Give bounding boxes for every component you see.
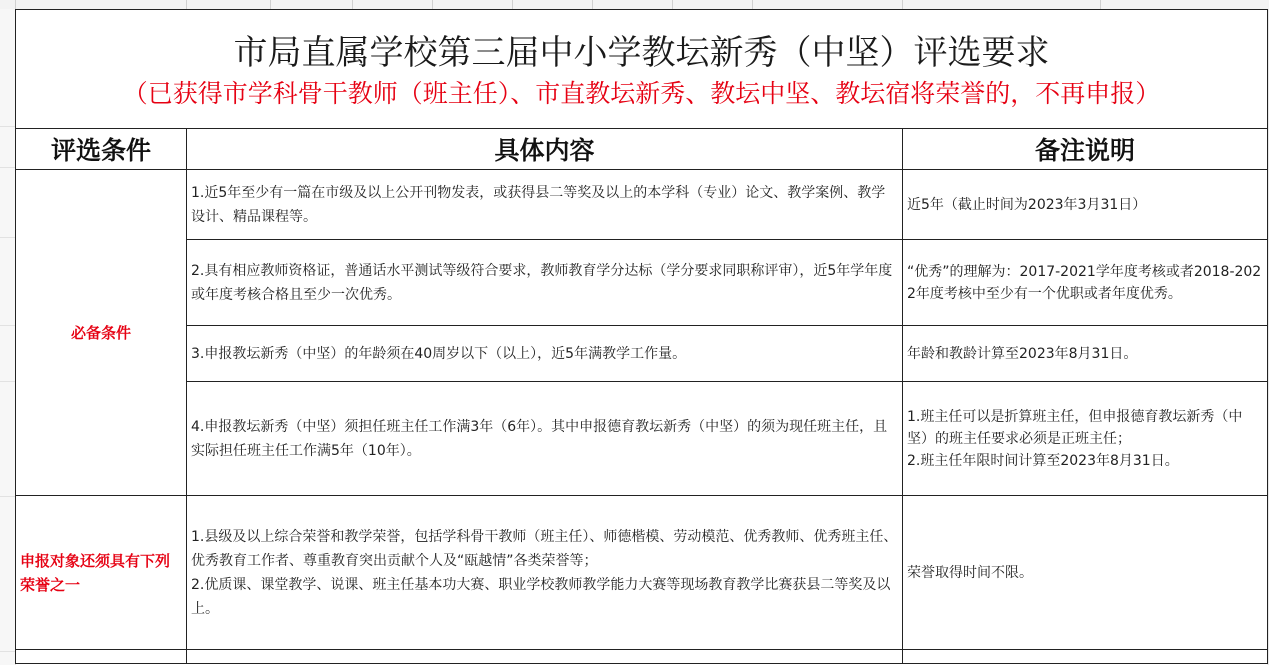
row-divider <box>0 381 15 382</box>
honor-content-line-1: 1.县级及以上综合荣誉和教学荣誉，包括学科骨干教师（班主任）、师德楷模、劳动模范、优秀教师、优秀班主任、优秀教育工作者、尊重教育突出贡献个人及“瓯越情”各类荣誉等； <box>191 528 898 569</box>
header-content[interactable]: 具体内容 <box>187 129 903 170</box>
row-divider <box>0 325 15 326</box>
header-condition[interactable]: 评选条件 <box>16 129 187 170</box>
required-content-2[interactable]: 2.具有相应教师资格证，普通话水平测试等级符合要求，教师教育学分达标（学分要求同职称评审），近5年学年度或年度考核合格且至少一次优秀。 <box>187 240 903 326</box>
header-note[interactable]: 备注说明 <box>903 129 1268 170</box>
required-note-4-line-1: 1.班主任可以是折算班主任，但申报德育教坛新秀（中坚）的班主任要求必须是正班主任； <box>907 408 1243 447</box>
required-note-2[interactable]: “优秀”的理解为：2017-2021学年度考核或者2018-2022年度考核中至少有一个优职或者年度优秀。 <box>903 240 1268 326</box>
required-condition-label[interactable]: 必备条件 <box>16 170 187 496</box>
column-divider <box>186 0 187 9</box>
honor-content[interactable] <box>187 496 903 650</box>
row-header-strip <box>0 9 16 665</box>
row-divider <box>0 651 15 652</box>
column-divider <box>752 0 753 9</box>
honor-note[interactable]: 荣誉取得时间不限。 <box>903 496 1268 650</box>
column-divider <box>15 0 16 9</box>
row-divider <box>0 496 15 497</box>
required-note-4[interactable] <box>903 382 1268 496</box>
required-content-4[interactable]: 4.申报教坛新秀（中坚）须担任班主任工作满3年（6年）。其中申报德育教坛新秀（中坚）的须为现任班主任，且实际担任班主任工作满5年（10年）。 <box>187 382 903 496</box>
empty-cell[interactable] <box>903 650 1268 664</box>
empty-cell[interactable] <box>187 650 903 664</box>
honor-condition-label[interactable]: 申报对象还须具有下列荣誉之一 <box>16 496 187 650</box>
required-note-1[interactable]: 近5年（截止时间为2023年3月31日） <box>903 170 1268 240</box>
required-note-4-line-2: 2.班主任年限时间计算至2023年8月31日。 <box>907 452 1179 469</box>
honor-content-line-2: 2.优质课、课堂教学、说课、班主任基本功大赛、职业学校教师教学能力大赛等现场教育教学比赛获县二等奖及以上。 <box>191 576 891 617</box>
column-divider <box>270 0 271 9</box>
required-note-3[interactable]: 年龄和教龄计算至2023年8月31日。 <box>903 326 1268 382</box>
row-divider <box>0 167 15 168</box>
title-cell[interactable] <box>16 10 1268 129</box>
column-divider <box>672 0 673 9</box>
required-content-1[interactable]: 1.近5年至少有一篇在市级及以上公开刊物发表，或获得县二等奖及以上的本学科（专业）论文、教学案例、教学设计、精品课程等。 <box>187 170 903 240</box>
empty-cell[interactable] <box>16 650 187 664</box>
requirements-table <box>15 9 1268 664</box>
column-divider <box>592 0 593 9</box>
row-divider <box>0 126 15 127</box>
column-divider <box>352 0 353 9</box>
column-divider <box>432 0 433 9</box>
page-subtitle: （已获得市学科骨干教师（班主任）、市直教坛新秀、教坛中坚、教坛宿将荣誉的，不再申报） <box>122 79 1161 108</box>
column-divider <box>512 0 513 9</box>
page-title: 市局直属学校第三届中小学教坛新秀（中坚）评选要求 <box>233 33 1050 73</box>
column-divider <box>902 0 903 9</box>
column-divider <box>1100 0 1101 9</box>
required-content-3[interactable]: 3.申报教坛新秀（中坚）的年龄须在40周岁以下（以上），近5年满教学工作量。 <box>187 326 903 382</box>
row-divider <box>0 237 15 238</box>
